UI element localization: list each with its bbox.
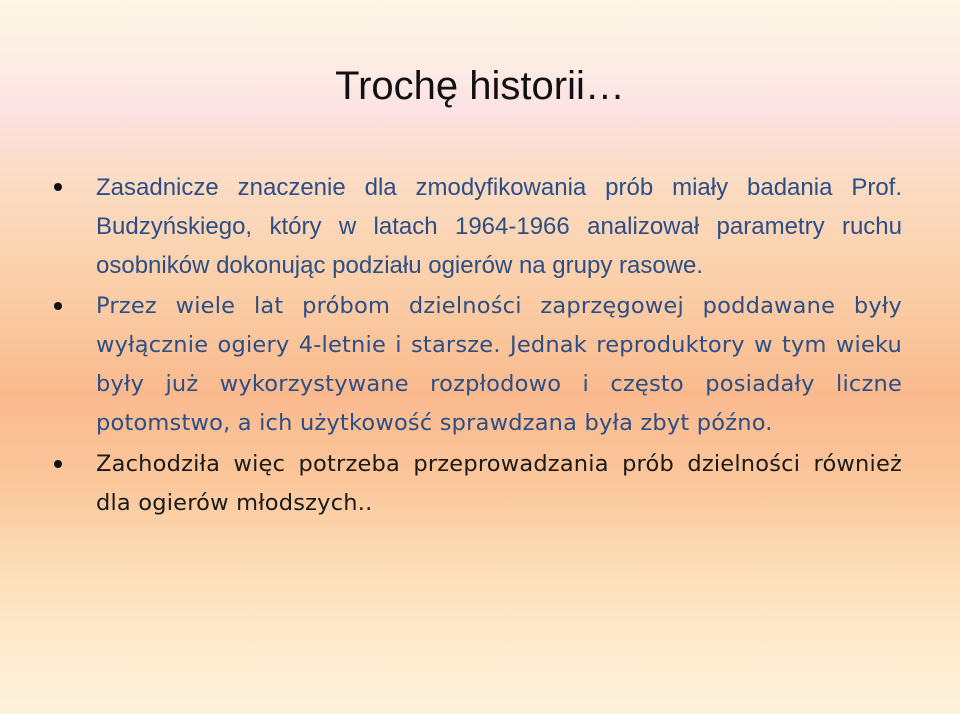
bullet-text: Zasadnicze znaczenie dla zmodyfikowania prób miały badania Prof. Budzyńskiego, który w latach 1964-1966 analizował parametry ruchu osobników dokonując podziału ogierów na grupy rasowe. <box>96 174 902 279</box>
bullet-item <box>54 287 902 443</box>
bullet-dot-icon <box>54 183 62 191</box>
slide-title: Trochę historii… <box>335 64 625 108</box>
bullet-item <box>54 168 902 285</box>
bullet-text: Zachodziła więc potrzeba przeprowadzania prób dzielności również dla ogierów młodszych.. <box>96 451 902 516</box>
bullet-list <box>54 168 902 523</box>
bullet-dot-icon <box>54 460 62 468</box>
bullet-item <box>54 445 902 523</box>
bullet-text: Przez wiele lat próbom dzielności zaprzęgowej poddawane były wyłącznie ogiery 4-letnie i starsze. Jednak reproduktory w tym wieku były już wykorzystywane rozpłodowo i często posiadały liczne potomstwo, a ich użytkowość sprawdzana była zbyt późno. <box>96 293 902 436</box>
bullet-dot-icon <box>54 302 62 310</box>
